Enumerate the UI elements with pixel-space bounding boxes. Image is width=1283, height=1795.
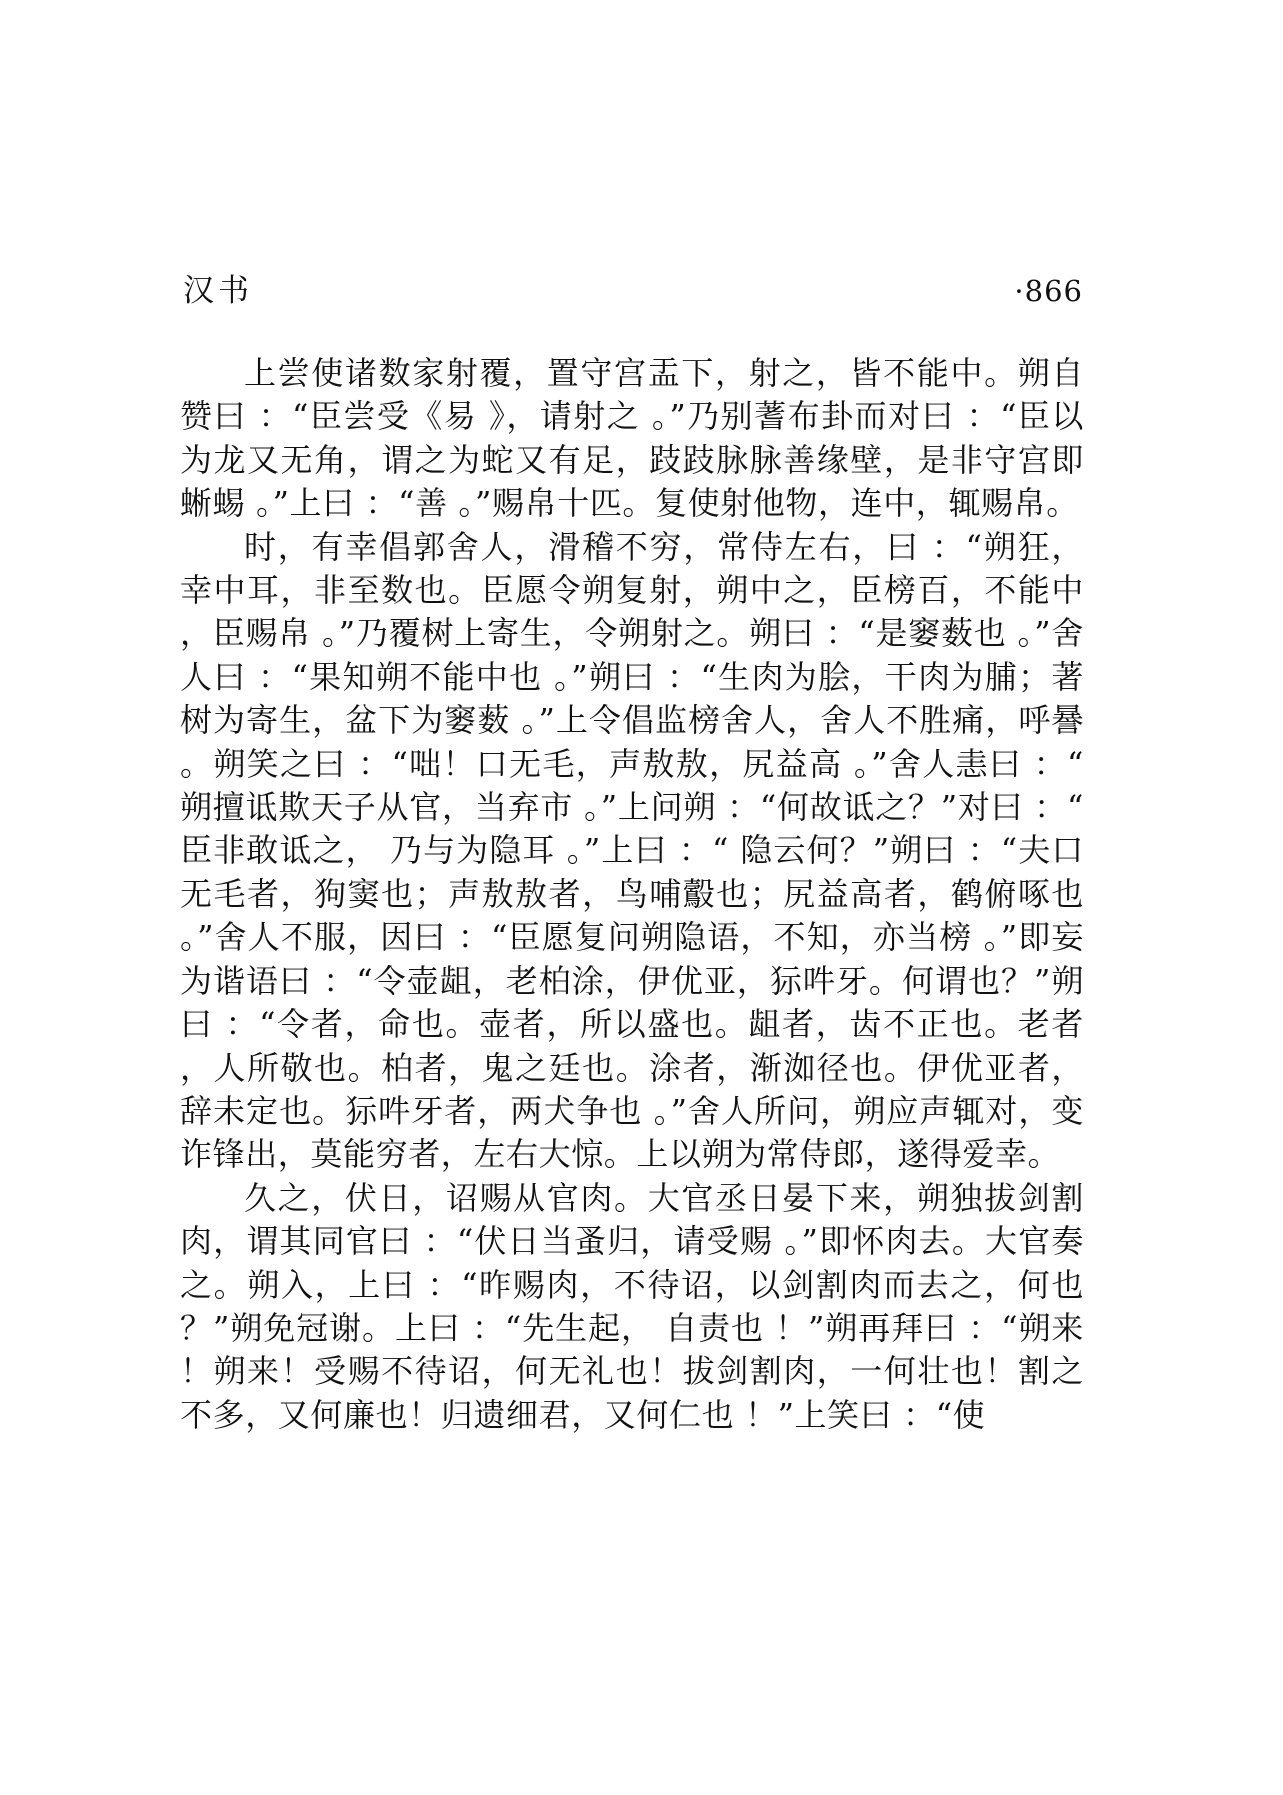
book-title: 汉书 [183,273,253,309]
paragraph: 时，有幸倡郭舍人，滑稽不穷，常侍左右，曰 ：“朔狂，幸中耳，非至数也。臣愿令朔复射，朔中之，臣榜百，不能中，臣赐帛 。”乃覆树上寄生，令朔射之。朔曰 ：“是窭薮也 。”舍人曰 ：“果知朔不能中也 。”朔曰 ：“生肉为脍，干肉为脯；著树为寄生，盆下为窭薮 。”上令倡监榜舍人，舍人不胜痛，呼謈。朔笑之曰 ：“咄！口无毛，声敖敖，尻益高 。”舍人恚曰 ：“朔擅诋欺天子从官，当弃市 。”上问朔 ：“何故诋之？”对曰 ：“臣非敢诋之， 乃与为隐耳 。”上曰 ：“ 隐云何？”朔曰 ：“夫口无毛者，狗窦也；声敖敖者，鸟哺鷇也；尻益高者，鹤俯啄也 。”舍人不服，因曰 ：“臣愿复问朔隐语，不知，亦当榜 。”即妄为谐语曰 ：“令壶龃，老柏涂，伊优亚，狋吽牙。何谓也？”朔曰 ：“令者，命也。壶者，所以盛也。龃者，齿不正也。老者，人所敬也。柏者，鬼之廷也。涂者，渐洳径也。伊优亚者，辞未定也。狋吽牙者，两犬争也 。”舍人所问，朔应声辄对，变诈锋出，莫能穷者，左右大惊。上以朔为常侍郎，遂得爱幸。 [180,527,1084,1174]
page-header [183,268,1083,314]
paragraph: 久之，伏日，诏赐从官肉。大官丞日晏下来，朔独拔剑割肉，谓其同官曰 ：“伏日当蚤归，请受赐 。”即怀肉去。大官奏之。朔入，上曰 ：“昨赐肉，不待诏，以剑割肉而去之，何也？”朔免冠谢。上曰 ：“先生起， 自责也 ！”朔再拜曰 ：“朔来！朔来！受赐不待诏，何无礼也！拔剑割肉，一何壮也！割之不多，又何廉也！归遗细君，又何仁也 ！”上笑曰 ：“使 [180,1178,1084,1434]
body-text [180,352,1084,1437]
page-number: ·866 [1014,274,1083,308]
paragraph: 上尝使诸数家射覆，置守宫盂下，射之，皆不能中。朔自赞曰 ：“臣尝受《易 》，请射之 。”乃别蓍布卦而对曰 ：“臣以为龙又无角，谓之为蛇又有足，跂跂脉脉善缘壁，是非守宫即蜥蜴 。”上曰 ：“善 。”赐帛十匹。复使射他物，连中，辄赐帛。 [180,354,1084,523]
